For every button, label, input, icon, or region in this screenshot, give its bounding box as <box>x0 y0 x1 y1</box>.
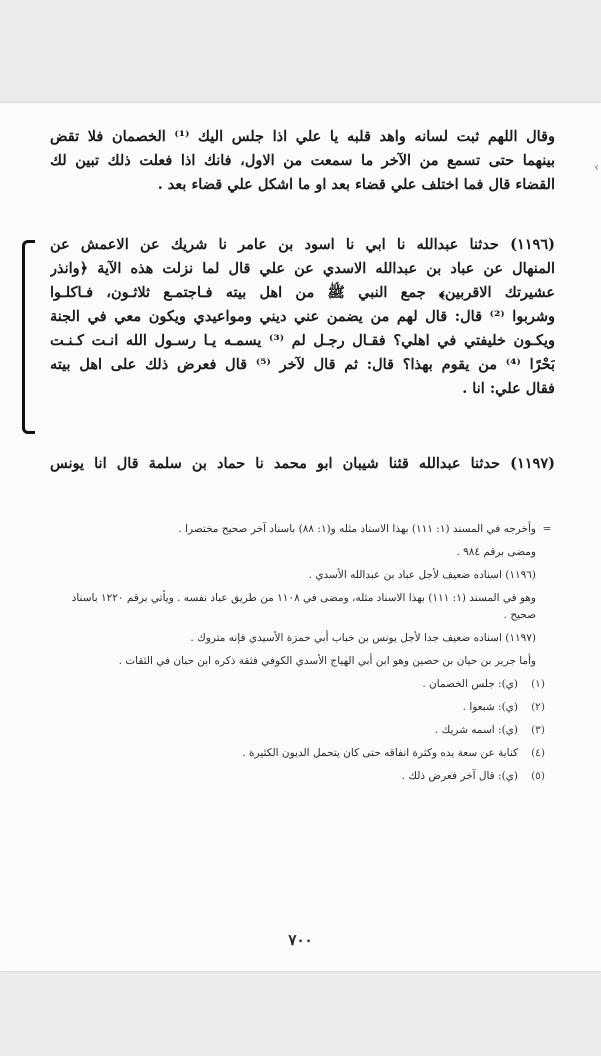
footnote <box>48 590 558 624</box>
variant-text: (ي): جلس الخصمان . <box>422 678 518 690</box>
variant-note <box>48 768 558 785</box>
footnote-text: وأخرجه في المسند (١: ١١١) بهذا الاسناد مثله و(١: ٨٨) باسناد آخر صحيح مختصرا . <box>178 523 536 535</box>
text-line: ويكـون خليفتي في اهلي؟ فقـال رجـل لم ⁽³⁾ يسمـه يـا رسـول الله انـت كـنـت <box>50 332 555 349</box>
chevron-left-icon[interactable]: ‹ <box>594 160 599 174</box>
variant-note <box>48 676 558 693</box>
variant-number: (١) <box>531 678 545 690</box>
footnote-mark <box>536 630 558 647</box>
page-number: ٧٠٠ <box>288 931 313 949</box>
variant-note <box>48 722 558 739</box>
footnote <box>48 630 558 647</box>
hadith-1196 <box>50 233 555 401</box>
text-line: (١١٩٦) حدثنا عبدالله نا ابي نا اسود بن عامر نا شريك عن الاعمش عن <box>50 236 555 253</box>
footnote <box>48 653 558 670</box>
text-line: بَحْرًا ⁽⁴⁾ من يقوم بهذا؟ قال: ثم قال لآخر ⁽⁵⁾ قال فعرض ذلك على اهل بيته <box>50 356 555 373</box>
variant-text: (ي): شبعوا . <box>462 701 518 713</box>
footnote-mark <box>536 653 558 670</box>
variant-text: (ي): قال آخر فعرض ذلك . <box>401 770 518 782</box>
text-line: المنهال عن عباد بن عبدالله الاسدي عن علي قال لما نزلت هذه الآية ﴿وانذر <box>50 260 555 277</box>
footnote-mark <box>536 544 558 561</box>
text-line: بينهما حتى تسمع من الآخر ما سمعت من الاول، فانك اذا فعلت ذلك تبين لك <box>50 152 555 169</box>
text-line: عشيرتك الاقربين﴾ جمع النبي ﷺ من اهل بيته فـاجتمـع ثلاثـون، فـاكلـوا <box>50 284 555 301</box>
footnote-text: (١١٩٦) اسناده ضعيف لأجل عباد بن عبدالله الأسدي . <box>308 569 536 581</box>
footnote-text: (١١٩٧) اسناده ضعيف جدا لأجل يونس بن خباب أبي حمزة الأسيدي فإنه متروك . <box>190 632 536 644</box>
variant-note <box>48 745 558 762</box>
hand-drawn-bracket <box>22 240 35 434</box>
footnote <box>48 567 558 584</box>
text-line: وشربوا ⁽²⁾ قال: قال لهم من يضمن عني ديني ومواعيدي ويكون معي في الجنة <box>50 308 555 325</box>
text-line: وقال اللهم ثبت لسانه واهد قلبه يا علي اذا جلس اليك ⁽¹⁾ الخصمان فلا تقض <box>50 128 555 145</box>
footnote-mark: = <box>542 523 552 535</box>
footnote-text: وهو في المسند (١: ١١١) بهذا الاسناد مثله، ومضى في ١١٠٨ من طريق عباد نفسه . ويأتي برقم ١٢٢٠ باسناد صحيح . <box>71 592 536 621</box>
footnote-mark <box>536 590 558 624</box>
footnote <box>48 521 558 538</box>
book-page <box>0 103 601 971</box>
footnote-text: ومضى برقم ٩٨٤ . <box>456 546 536 558</box>
variant-text: كناية عن سعة يده وكثرة انفاقه حتى كان يتحمل الديون الكثيرة . <box>242 747 518 759</box>
footnotes <box>48 521 558 791</box>
variant-text: (ي): اسمه شريك . <box>434 724 518 736</box>
variant-number: (٤) <box>531 747 545 759</box>
text-line: (١١٩٧) حدثنا عبدالله قثنا شيبان ابو محمد نا حماد بن سلمة قال انا يونس <box>50 455 555 472</box>
paragraph-1 <box>50 125 555 197</box>
variant-number: (٥) <box>531 770 545 782</box>
variant-number: (٣) <box>531 724 545 736</box>
footnote-mark <box>536 567 558 584</box>
footnote-text: وأما جرير بن حيان بن حصين وهو ابن أبي الهياج الأسدي الكوفي فثقة ذكره ابن حبان في الثقات . <box>118 655 536 667</box>
text-line: القضاء قال فما اختلف علي قضاء بعد او ما اشكل علي قضاء بعد . <box>157 176 555 193</box>
text-line: فقال علي: انا . <box>462 380 555 397</box>
hadith-1197 <box>50 452 555 476</box>
footnote <box>48 544 558 561</box>
variant-note <box>48 699 558 716</box>
variant-number: (٢) <box>531 701 545 713</box>
